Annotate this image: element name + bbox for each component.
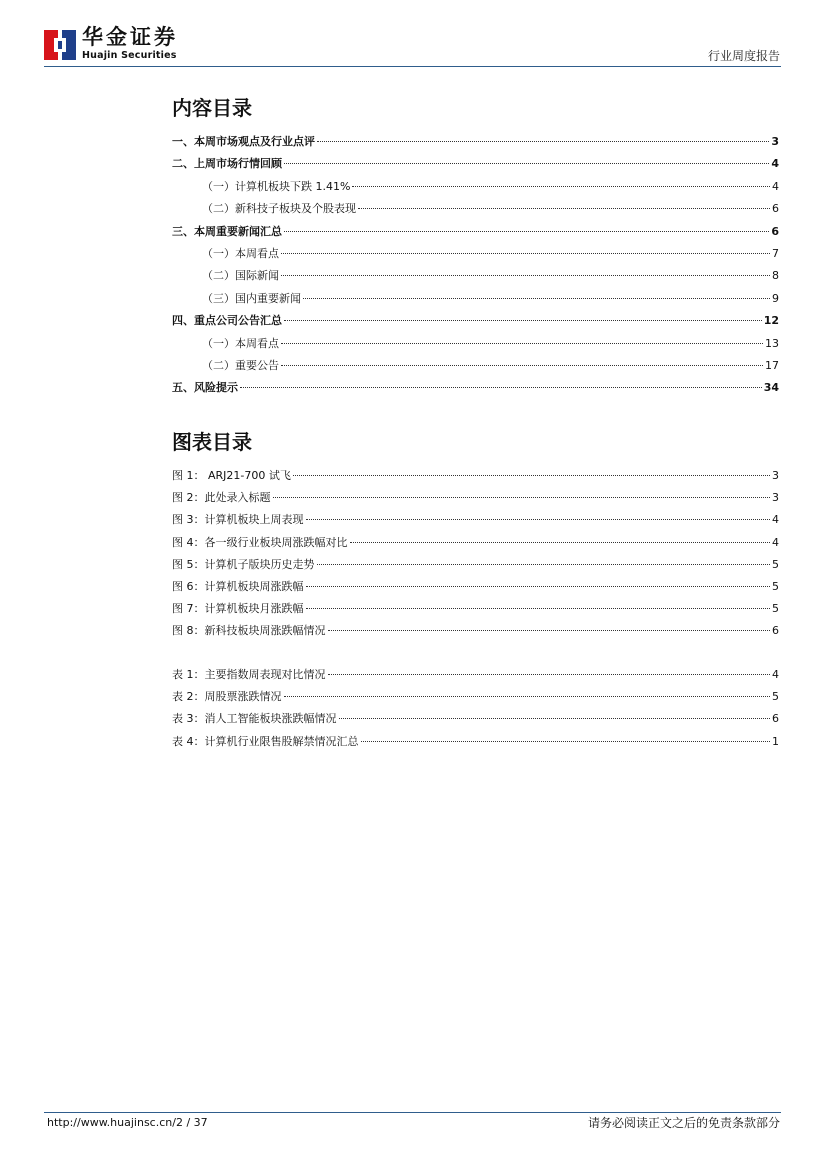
figures-title: 图表目录 <box>172 430 252 454</box>
toc-entry[interactable] <box>172 176 779 198</box>
leader-dots <box>339 718 771 719</box>
toc-entry-page: 34 <box>763 381 779 395</box>
leader-dots <box>273 497 771 498</box>
table-entry[interactable] <box>172 708 779 730</box>
leader-dots <box>350 542 771 543</box>
toc-entry-label: （二）重要公告 <box>202 358 279 372</box>
tables-list <box>172 664 779 753</box>
table-entry[interactable] <box>172 686 779 708</box>
leader-dots <box>306 608 771 609</box>
toc-entry[interactable] <box>172 377 779 399</box>
figure-entry[interactable] <box>172 554 779 576</box>
toc-entry[interactable] <box>172 288 779 310</box>
toc-entry-page: 13 <box>765 336 779 350</box>
figure-entry[interactable] <box>172 487 779 509</box>
figure-entry[interactable] <box>172 509 779 531</box>
table-entry-page: 4 <box>772 668 779 681</box>
leader-dots <box>358 208 770 209</box>
leader-dots <box>317 564 771 565</box>
figure-entry[interactable] <box>172 576 779 598</box>
figure-entry-label: 图 8：新科技板块周涨跌幅情况 <box>172 624 326 638</box>
table-entry-label: 表 3：消人工智能板块涨跌幅情况 <box>172 712 337 726</box>
table-entry-label: 表 1：主要指数周表现对比情况 <box>172 668 326 681</box>
toc-entry-page: 7 <box>772 246 779 260</box>
leader-dots <box>281 365 763 366</box>
figure-entry-label: 图 7：计算机板块月涨跌幅 <box>172 602 304 616</box>
leader-dots <box>284 320 762 321</box>
leader-dots <box>284 163 769 164</box>
toc-entry-label: （三）国内重要新闻 <box>202 291 301 305</box>
leader-dots <box>284 231 769 232</box>
table-entry[interactable] <box>172 731 779 753</box>
toc-entry-page: 6 <box>771 224 779 238</box>
figure-entry[interactable] <box>172 620 779 642</box>
report-type-label: 行业周度报告 <box>707 49 780 63</box>
footer-divider <box>44 1112 781 1113</box>
toc-entry[interactable] <box>172 198 779 220</box>
brand-name-cn: 华金证券 <box>82 25 178 49</box>
toc-entry-label: 二、上周市场行情回顾 <box>172 157 282 171</box>
table-entry-page: 6 <box>772 712 779 726</box>
table-entry-page: 5 <box>772 690 779 704</box>
figure-entry-label: 图 1： ARJ21-700 试飞 <box>172 469 291 482</box>
header-divider <box>44 66 781 67</box>
toc-entry-page: 9 <box>772 291 779 305</box>
figures-list <box>172 465 779 643</box>
table-entry-label: 表 2：周股票涨跌情况 <box>172 690 282 704</box>
toc-entry-page: 8 <box>772 269 779 283</box>
toc-entry-page: 3 <box>771 135 779 148</box>
toc-entry[interactable] <box>172 153 779 175</box>
toc-entry-label: 一、本周市场观点及行业点评 <box>172 135 315 148</box>
toc-entry-page: 12 <box>763 314 779 328</box>
leader-dots <box>352 186 770 187</box>
leader-dots <box>284 696 771 697</box>
toc-entry-label: 三、本周重要新闻汇总 <box>172 224 282 238</box>
leader-dots <box>240 387 762 388</box>
figure-entry-page: 5 <box>772 557 779 571</box>
toc-entry[interactable] <box>172 221 779 243</box>
toc-entry[interactable] <box>172 355 779 377</box>
leader-dots <box>293 475 770 476</box>
leader-dots <box>317 141 769 142</box>
figure-entry-page: 5 <box>772 602 779 616</box>
leader-dots <box>281 253 770 254</box>
toc-entry-page: 6 <box>772 202 779 216</box>
huajin-logo-icon <box>44 30 76 60</box>
toc-entry-label: 四、重点公司公告汇总 <box>172 314 282 328</box>
toc-entry[interactable] <box>172 243 779 265</box>
table-entry-page: 1 <box>772 734 779 748</box>
toc-entry[interactable] <box>172 265 779 287</box>
toc-entry[interactable] <box>172 333 779 355</box>
figure-entry-page: 4 <box>772 513 779 527</box>
figure-entry[interactable] <box>172 598 779 620</box>
table-entry[interactable] <box>172 664 779 686</box>
figure-entry-page: 3 <box>772 469 779 482</box>
leader-dots <box>303 298 770 299</box>
leader-dots <box>281 275 770 276</box>
toc-entry-label: 五、风险提示 <box>172 381 238 395</box>
figure-entry-label: 图 5：计算机子版块历史走势 <box>172 557 315 571</box>
figure-entry-page: 5 <box>772 579 779 593</box>
contents-list <box>172 131 779 400</box>
toc-entry-page: 4 <box>771 157 779 171</box>
toc-entry[interactable] <box>172 310 779 332</box>
footer-disclaimer: 请务必阅读正文之后的免责条款部分 <box>587 1116 780 1130</box>
figure-entry-page: 4 <box>772 535 779 549</box>
leader-dots <box>328 630 771 631</box>
figure-entry-label: 图 6：计算机板块周涨跌幅 <box>172 579 304 593</box>
toc-entry-page: 4 <box>772 179 779 193</box>
leader-dots <box>361 741 771 742</box>
page-header <box>0 0 827 68</box>
figure-entry[interactable] <box>172 465 779 487</box>
figure-entry-label: 图 4：各一级行业板块周涨跌幅对比 <box>172 535 348 549</box>
toc-entry-label: （一）本周看点 <box>202 336 279 350</box>
figure-entry-label: 图 3：计算机板块上周表现 <box>172 513 304 527</box>
leader-dots <box>328 674 771 675</box>
footer-url-page[interactable]: http://www.huajinsc.cn/2 / 37 <box>47 1116 208 1129</box>
figure-entry-page: 6 <box>772 624 779 638</box>
figure-entry-page: 3 <box>772 491 779 505</box>
toc-entry[interactable] <box>172 131 779 153</box>
toc-entry-page: 17 <box>765 358 779 372</box>
toc-entry-label: （一）计算机板块下跌 1.41% <box>202 179 351 193</box>
figure-entry[interactable] <box>172 532 779 554</box>
contents-title: 内容目录 <box>172 96 252 120</box>
table-entry-label: 表 4：计算机行业限售股解禁情况汇总 <box>172 734 359 748</box>
toc-entry-label: （一）本周看点 <box>202 246 279 260</box>
brand-name-en: Huajin Securities <box>82 50 177 61</box>
figure-entry-label: 图 2：此处录入标题 <box>172 491 271 505</box>
leader-dots <box>281 343 763 344</box>
toc-entry-label: （二）新科技子板块及个股表现 <box>202 202 356 216</box>
leader-dots <box>306 586 771 587</box>
leader-dots <box>306 519 771 520</box>
toc-entry-label: （二）国际新闻 <box>202 269 279 283</box>
